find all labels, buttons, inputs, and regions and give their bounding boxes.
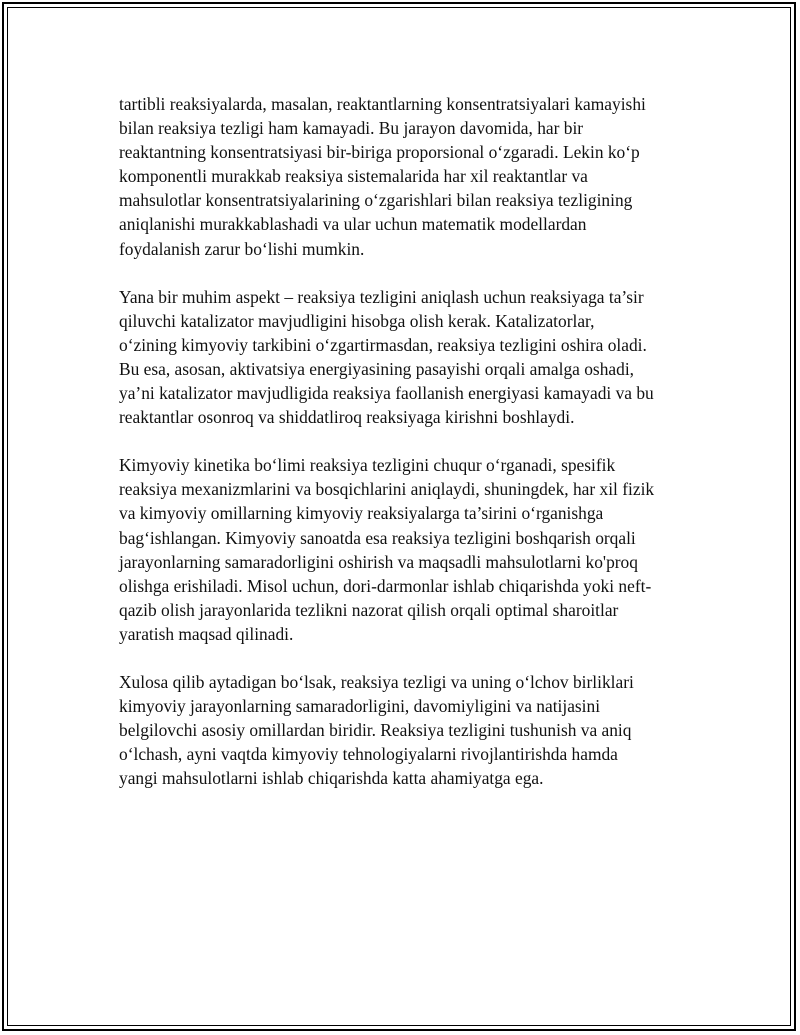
- paragraph-1: tartibli reaksiyalarda, masalan, reaktantlarning konsentratsiyalari kamayishi bilan reaksiya tezligi ham kamayadi. Bu jarayon davomida, har bir reaktantning konsentratsiyasi bir-biriga proporsional o‘zgaradi. Lekin ko‘p komponentli murakkab reaksiya sistemalarida har xil reaktantlar va mahsulotlar konsentratsiyalarining o‘zgarishlari bilan reaksiya tezligining aniqlanishi murakkablashadi va ular uchun matematik modellardan foydalanish zarur bo‘lishi mumkin.: [119, 94, 646, 259]
- document-body: [119, 92, 689, 814]
- paragraph-3: Kimyoviy kinetika bo‘limi reaksiya tezligini chuqur o‘rganadi, spesifik reaksiya mexanizmlarini va bosqichlarini aniqlaydi, shuningdek, har xil fizik va kimyoviy omillarning kimyoviy reaksiyalarga ta’sirini o‘rganishga bag‘ishlangan. Kimyoviy sanoatda esa reaksiya tezligini boshqarish orqali jarayonlarning samaradorligini oshirish va maqsadli mahsulotlarni ko'proq olishga erishiladi. Misol uchun, dori-darmonlar ishlab chiqarishda yoki neft- qazib olish jarayonlarida tezlikni nazorat qilish orqali optimal sharoitlar yaratish maqsad qilinadi.: [119, 455, 655, 644]
- paragraph-2: Yana bir muhim aspekt – reaksiya tezligini aniqlash uchun reaksiyaga ta’sir qiluvchi katalizator mavjudligini hisobga olish kerak. Katalizatorlar, o‘zining kimyoviy tarkibini o‘zgartirmasdan, reaksiya tezligini oshira oladi. Bu esa, asosan, aktivatsiya energiyasining pasayishi orqali amalga oshadi, ya’ni katalizator mavjudligida reaksiya faollanish energiyasi kamayadi va bu reaktantlar osonroq va shiddatliroq reaksiyaga kirishni boshlaydi.: [119, 286, 654, 428]
- paragraph-4: Xulosa qilib aytadigan bo‘lsak, reaksiya tezligi va uning o‘lchov birliklari kimyoviy jarayonlarning samaradorligini, davomiyligini va natijasini belgilovchi asosiy omillardan biridir. Reaksiya tezligini tushunish va aniq o‘lchash, ayni vaqtda kimyoviy tehnologiyalarni rivojlantirishda hamda yangi mahsulotlarni ishlab chiqarishda katta ahamiyatga ega.: [119, 671, 634, 789]
